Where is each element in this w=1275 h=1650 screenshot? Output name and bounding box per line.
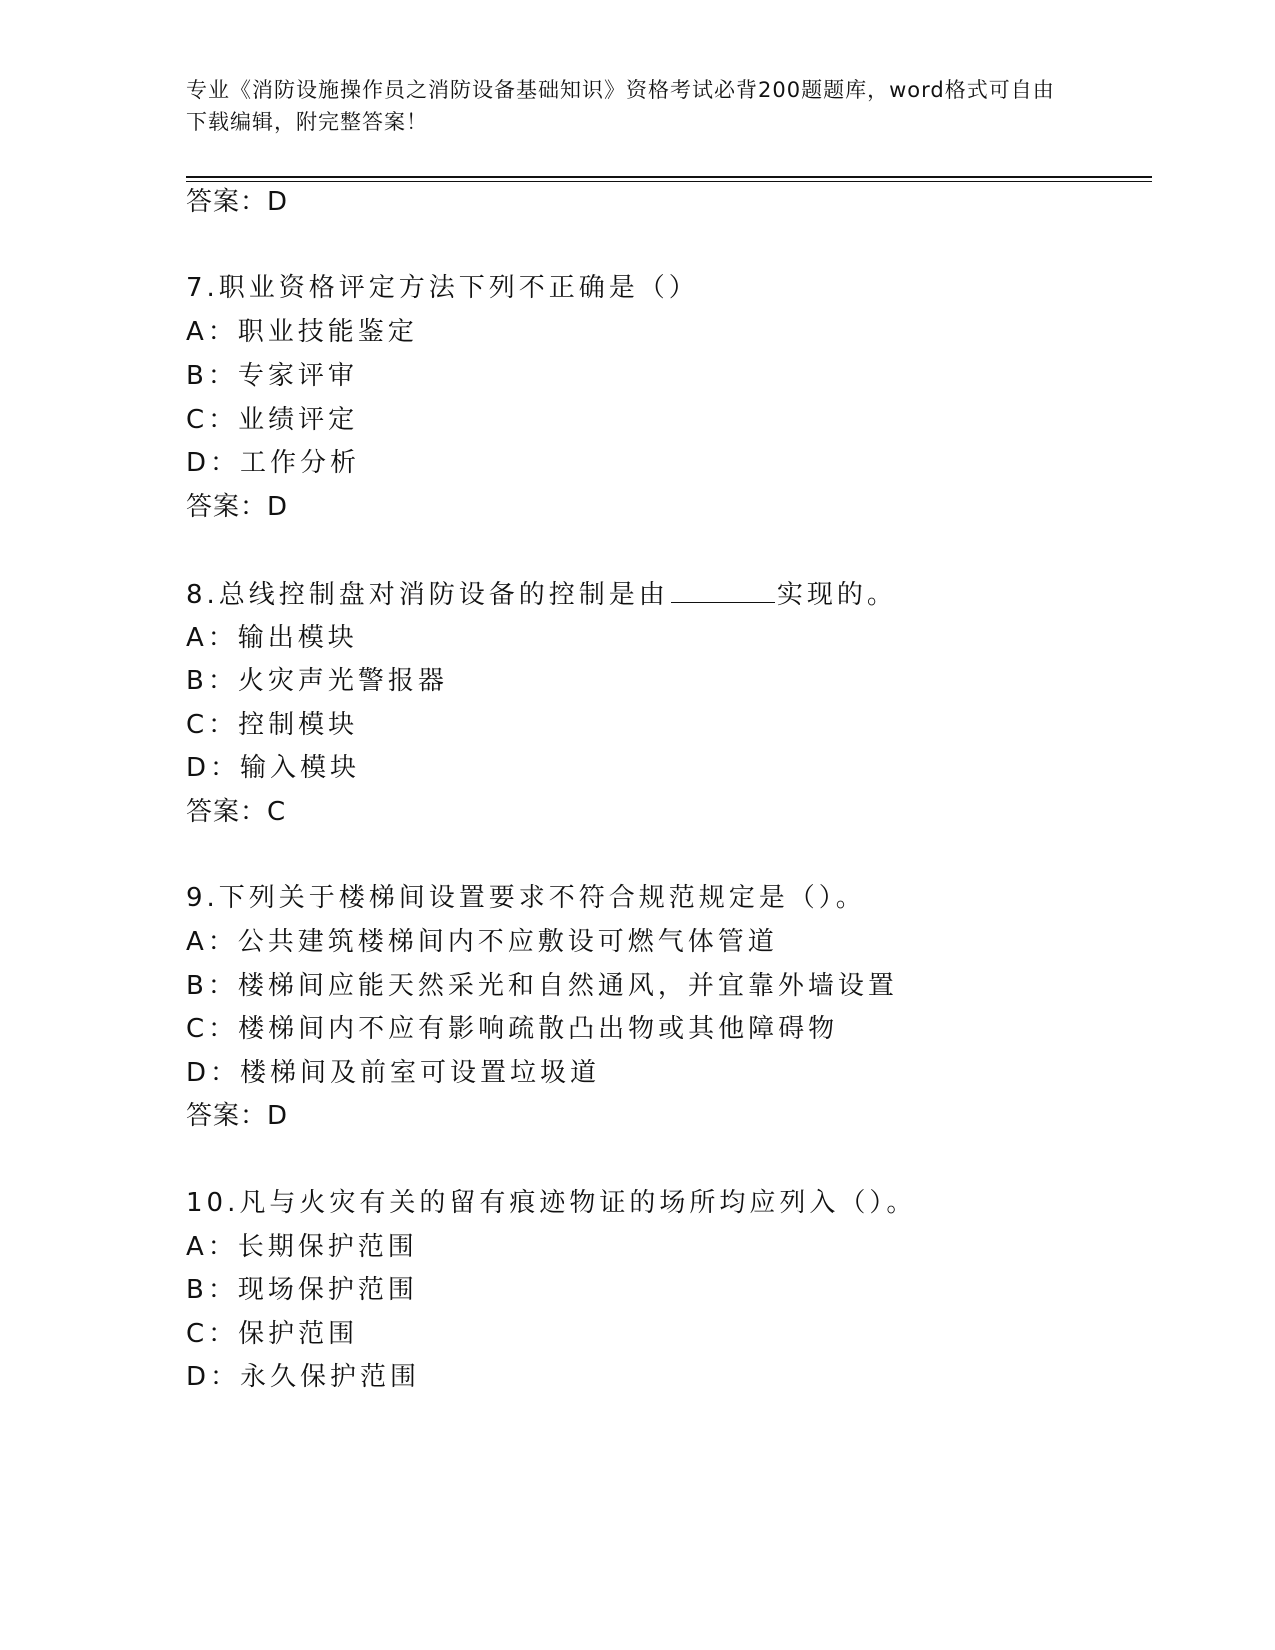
question-7-answer: 答案：D: [186, 492, 289, 522]
question-10-option-c: C：保护范围: [186, 1319, 359, 1349]
document-header: 专业《消防设施操作员之消防设备基础知识》资格考试必背200题题库，word格式可自由下载编辑，附完整答案！: [186, 78, 1055, 134]
question-7-stem: 7.职业资格评定方法下列不正确是（）: [186, 273, 699, 303]
question-7-option-a: A：职业技能鉴定: [186, 317, 418, 347]
question-8-option-c: C：控制模块: [186, 710, 359, 740]
question-9-option-c: C：楼梯间内不应有影响疏散凸出物或其他障碍物: [186, 1014, 839, 1044]
fill-in-blank: [671, 578, 775, 603]
question-8-answer: 答案：C: [186, 797, 287, 827]
question-9-option-a: A：公共建筑楼梯间内不应敷设可燃气体管道: [186, 927, 778, 957]
question-10-option-a: A：长期保护范围: [186, 1232, 418, 1262]
question-8-option-a: A：输出模块: [186, 623, 358, 653]
question-10-stem: 10.凡与火灾有关的留有痕迹物证的场所均应列入（）。: [186, 1188, 917, 1218]
question-8-stem: [186, 578, 897, 611]
question-7-option-d: D：工作分析: [186, 448, 361, 478]
question-9-stem: 9.下列关于楼梯间设置要求不符合规范规定是（）。: [186, 883, 866, 913]
question-8-stem-before: 8.总线控制盘对消防设备的控制是由: [186, 580, 669, 610]
question-8-option-b: B：火灾声光警报器: [186, 666, 448, 696]
question-7-option-b: B：专家评审: [186, 361, 358, 391]
question-7-option-c: C：业绩评定: [186, 405, 359, 435]
question-10-option-b: B：现场保护范围: [186, 1275, 418, 1305]
question-8-option-d: D：输入模块: [186, 753, 361, 783]
question-8-stem-after: 实现的。: [776, 580, 897, 610]
header-divider: [186, 176, 1152, 178]
answer-previous: 答案：D: [186, 187, 289, 217]
question-9-option-b: B：楼梯间应能天然采光和自然通风，并宜靠外墙设置: [186, 971, 898, 1001]
question-10-option-d: D：永久保护范围: [186, 1362, 421, 1392]
question-9-option-d: D：楼梯间及前室可设置垃圾道: [186, 1058, 601, 1088]
header-divider-thin: [186, 181, 1152, 182]
question-9-answer: 答案：D: [186, 1101, 289, 1131]
